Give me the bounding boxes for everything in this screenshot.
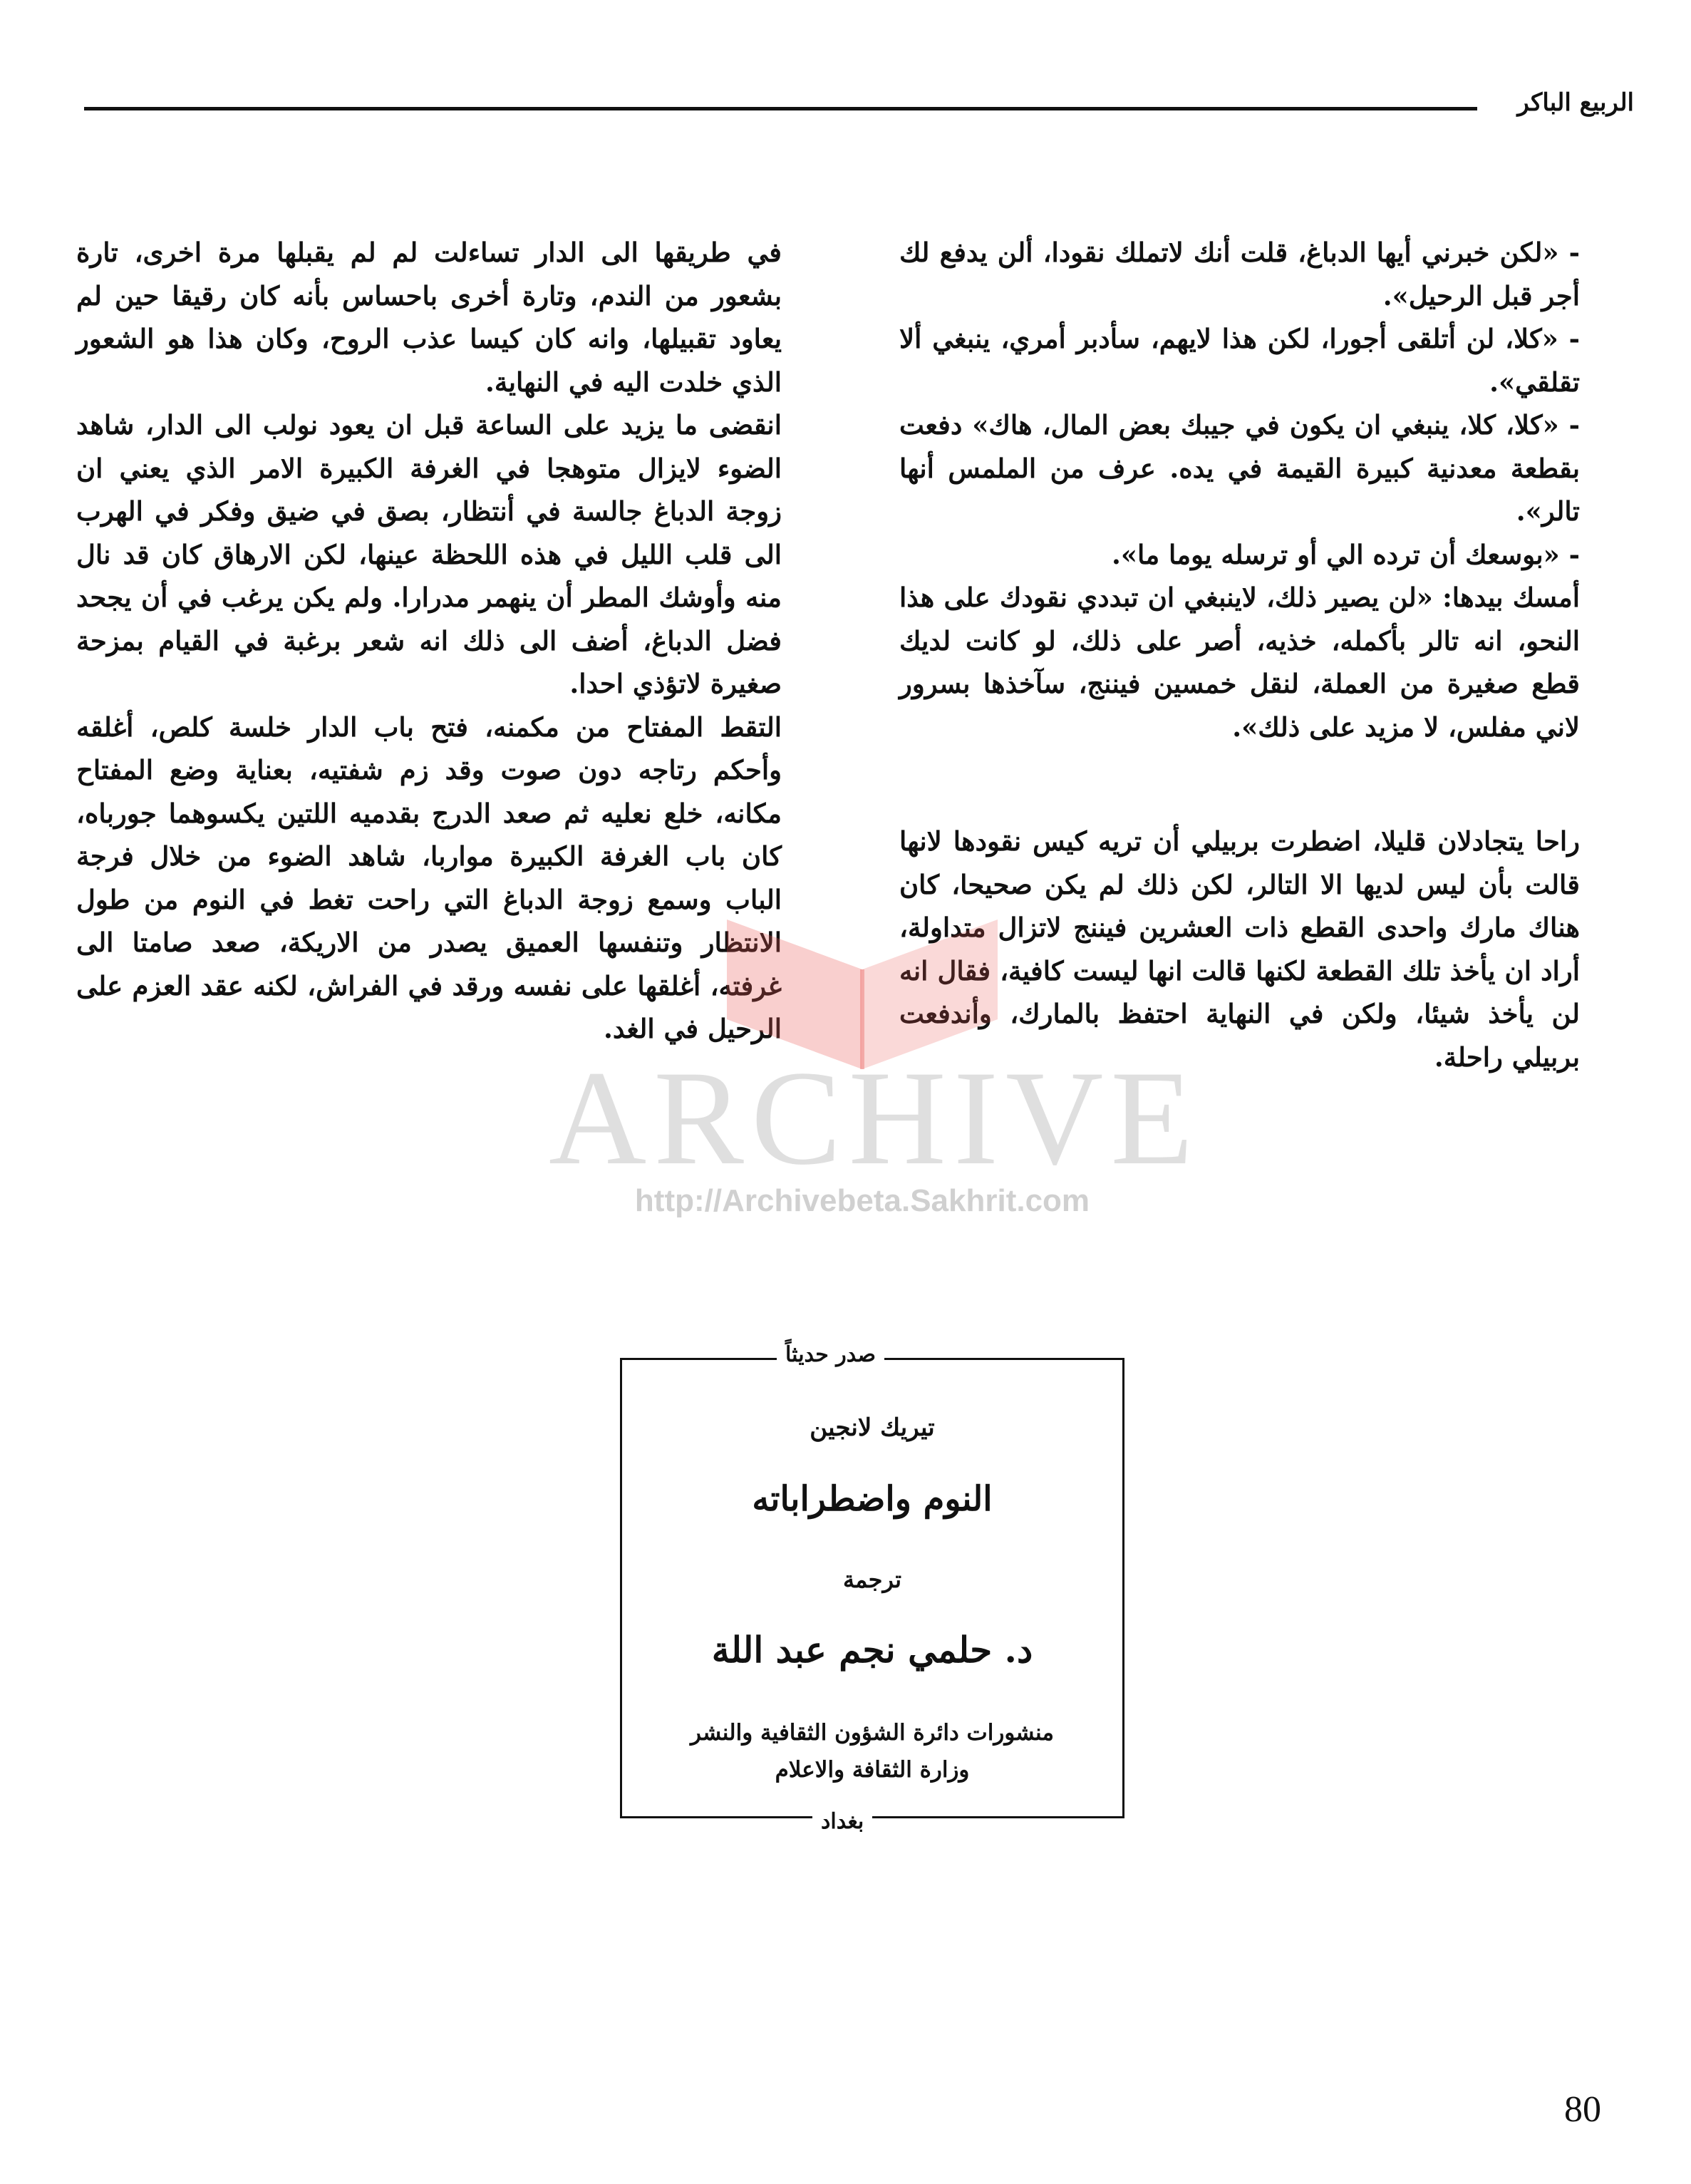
paragraph: - «كلا، كلا، ينبغي ان يكون في جيبك بعض المال، هاك» دفعت بقطعة معدنية كبيرة القيمة في يده. عرف من الملمس أنها تالر». [899, 409, 1580, 527]
header-rule [84, 107, 1477, 110]
publisher-line: وزارة الثقافة والاعلام [775, 1757, 970, 1783]
book-author: تيريك لانجين [810, 1413, 935, 1442]
right-column [899, 231, 1580, 1078]
running-head: الربيع الباكر [1517, 88, 1634, 117]
section-gap [899, 748, 1580, 820]
new-release-box [620, 1342, 1124, 1834]
left-column [76, 231, 782, 1051]
watermark-word: ARCHIVE [549, 1044, 1201, 1193]
paragraph: انقضى ما يزيد على الساعة قبل ان يعود نولب الى الدار، شاهد الضوء لايزال متوهجا في الغرفة الكبيرة الامر الذي يعني ان زوجة الدباغ جالسة في أنتظار، بصق في ضيق وفكر في الهرب الى قلب الليل في هذه اللحظة عينها، لكن الارهاق كان قد نال منه وأوشك المطر أن ينهمر مدرارا. ولم يكن يرغب في أن يجحد فضل الدباغ، أضف الى ذلك انه شعر برغبة في القيام بمزحة صغيرة لاتؤذي احدا. [76, 409, 782, 699]
translator-name: د. حلمي نجم عبد اللة [711, 1629, 1033, 1671]
paragraph: التقط المفتاح من مكمنه، فتح باب الدار خلسة كلص، أغلقه وأحكم رتاجه دون صوت وقد زم شفتيه، بعناية وضع المفتاح مكانه، خلع نعليه ثم صعد الدرج بقدميه اللتين يكسوهما جورباه، كان باب الغرفة الكبيرة مواربا، شاهد الضوء من خلال فرجة الباب وسمع زوجة الدباغ التي راحت تغط في النوم من طول الانتظار وتنفسها العميق يصدر من الاريكة، صعد صامتا الى غرفته، أغلقها على نفسه ورقد في الفراش، لكنه عقد العزم على الرحيل في الغد. [76, 711, 782, 1044]
publisher-line: منشورات دائرة الشؤون الثقافية والنشر [691, 1720, 1054, 1746]
box-heading: صدر حديثاً [777, 1342, 884, 1367]
paragraph: - «لكن خبرني أيها الدباغ، قلت أنك لاتملك نقودا، ألن يدفع لك أجر قبل الرحيل». [899, 237, 1580, 311]
page-number: 80 [1564, 2089, 1601, 2130]
paragraph: راحا يتجادلان قليلا، اضطرت بربيلي أن تريه كيس نقودها لانها قالت بأن ليس لديها الا التالر، لكن ذلك لم يكن صحيحا، كان هناك مارك واحدى القطع ذات العشرين فيننج لاتزال متداولة، أراد ان يأخذ تلك القطعة لكنها قالت انها ليست كافية، فقال انه لن يأخذ شيئا، ولكن في النهاية احتفظ بالمارك، وأندفعت بربيلي راحلة. [899, 825, 1580, 1073]
publisher-city: بغداد [812, 1809, 872, 1834]
watermark-url: http://Archivebeta.Sakhrit.com [634, 1183, 1090, 1218]
book-title: النوم واضطراباته [752, 1479, 993, 1519]
paragraph: أمسك بيدها: «لن يصير ذلك، لاينبغي ان تبددي نقودك على هذا النحو، انه تالر بأكمله، خذيه، أصر على ذلك، لو كانت لديك قطع صغيرة من العملة، لنقل خمسين فيننج، سآخذها بسرور لاني مفلس، لا مزيد على ذلك». [899, 582, 1580, 743]
paragraph: في طريقها الى الدار تساءلت لم لم يقبلها مرة اخرى، تارة بشعور من الندم، وتارة أخرى باحساس بأنه كان رقيقا حين لم يعاود تقبيلها، وانه كان كيسا عذب الروح، وكان هذا هو الشعور الذي خلدت اليه في النهاية. [76, 237, 782, 398]
translation-label: ترجمة [843, 1566, 901, 1593]
paragraph: - «بوسعك أن ترده الي أو ترسله يوما ما». [1112, 538, 1580, 570]
paragraph: - «كلا، لن أتلقى أجورا، لكن هذا لايهم، سأدبر أمري، ينبغي ألا تقلقي». [899, 323, 1580, 398]
